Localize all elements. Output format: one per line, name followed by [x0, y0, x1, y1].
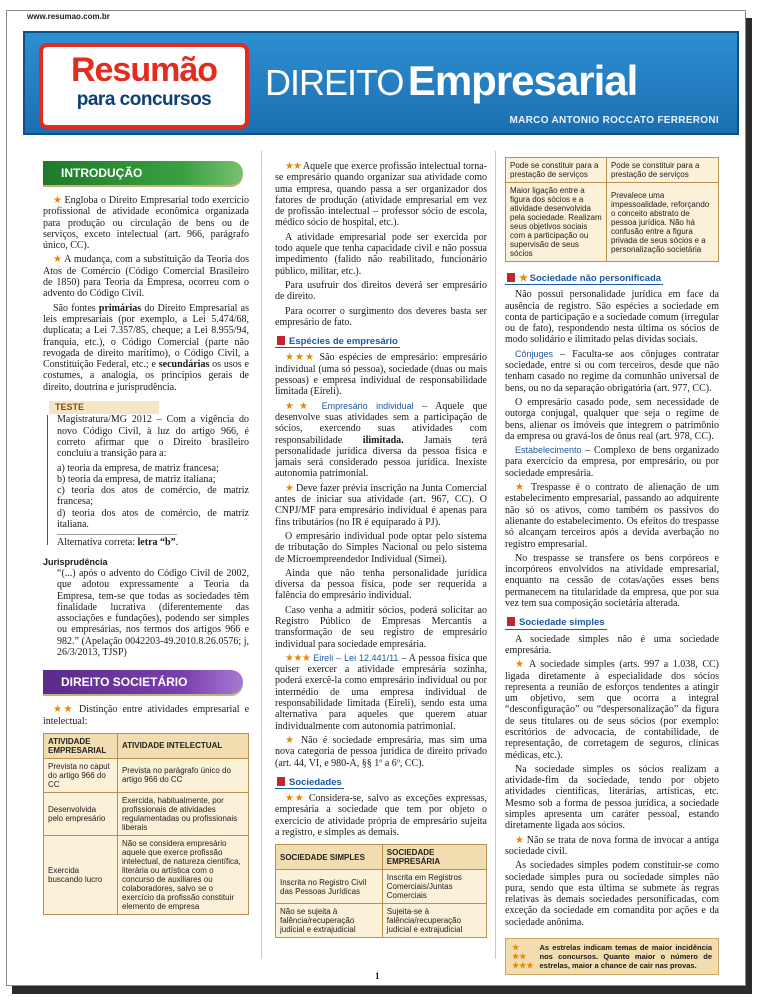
star-icon: ★★★: [285, 652, 311, 664]
paragraph: ★★ Considera-se, salvo as exceções expressas, empresária a sociedade que tem por objeto o exercício de atividade própria de empresário sujeita a registro, e simples as demais.: [275, 793, 488, 839]
table-cell: Não se considera empresário aquele que exerce profissão intelectual, de natureza científica, literária ou artística com o concurso de auxiliares ou colaboradores, salvo se o exercício da profissão constituir elemento de empresa: [117, 835, 248, 914]
teste-option: d) teoria dos atos de comércio, de matriz italiana.: [57, 507, 249, 531]
section-tab-introducao: INTRODUÇÃO: [43, 161, 243, 185]
column-divider: [495, 151, 496, 959]
table-cell: Desenvolvida pelo empresário: [44, 792, 118, 835]
column-3: [505, 157, 719, 975]
paragraph: ★ Engloba o Direito Empresarial todo exercício profissional de atividade econômica organizada para produção ou circulação de bens ou de serviços, exceto intelectual (art. 966, parágrafo único, CC).: [43, 195, 250, 252]
table-cell: Prevalece uma impessoalidade, reforçando o conceito abstrato de pessoa jurídica. Não há confusão entre a figura privada de seus sócios e a personalização societária: [606, 183, 718, 262]
teste-box: [43, 401, 249, 549]
subhead-sociedade-nao-personificada: ★ Sociedade não personificada: [505, 273, 663, 285]
table-cell: Exercida, habitualmente, por profissionais de atividades regulamentadas ou profissionais liberais: [117, 792, 248, 835]
table-header: SOCIEDADE SIMPLES: [276, 845, 383, 870]
bullet-bar: [507, 273, 515, 282]
paragraph: São fontes primárias do Direito Empresarial as leis empresariais (por exemplo, a Lei 5.474/68, duplicata; a Lei 7.357/85, cheque; a Lei 8.955/94, franquia, etc.), o Código Comercial (parte não revogada de direito marítimo), o Código Civil, a Constituição Federal, etc.; e secundárias os usos e costumes, a analogia, os princípios gerais de direito, doutrina e jurisprudência.: [43, 302, 249, 393]
star-icon: ★: [515, 659, 526, 671]
sociedades-table-continued: [505, 157, 719, 262]
table-row: [276, 904, 487, 938]
page-title: [265, 57, 637, 105]
column-1: [43, 161, 249, 921]
teste-label: TESTE: [49, 401, 159, 414]
table-cell: Prevista no caput do artigo 966 do CC: [44, 758, 118, 792]
table-header-row: [44, 733, 249, 758]
paragraph: Para usufruir dos direitos deverá ser empresário de direito.: [275, 279, 487, 303]
paragraph: ★ Não se trata de nova forma de invocar a antiga sociedade civil.: [505, 834, 719, 857]
table-row: [506, 158, 719, 183]
star-icon: ★: [53, 195, 62, 206]
bullet-bar: [507, 617, 515, 626]
legend-text: As estrelas indicam temas de maior incidência nos concursos. Quanto maior o número de estrelas, maior a chance de cair nas provas.: [539, 943, 712, 971]
table-header-row: [276, 845, 487, 870]
brand-logo: [39, 43, 249, 129]
table-header: SOCIEDADE EMPRESÁRIA: [382, 845, 486, 870]
column-2: [275, 161, 487, 944]
teste-answer: Alternativa correta: letra “b”.: [57, 534, 177, 548]
subhead-sociedade-simples: Sociedade simples: [505, 617, 607, 629]
teste-option: b) teoria da empresa, de matriz italiana;: [57, 473, 216, 485]
paragraph: ★★★ São espécies de empresário: empresário individual (uma só pessoa), sociedade (duas ou mais pessoas) e empresa individual de responsabilidade limitada (Eireli).: [275, 352, 487, 398]
star-icon: ★: [285, 734, 296, 746]
star-icon: ★: [515, 834, 524, 846]
jurisprudencia-title: Jurisprudência: [43, 556, 108, 567]
paragraph: A sociedade simples não é uma sociedade empresária.: [505, 633, 719, 656]
star-legend: [505, 938, 719, 975]
teste-option: a) teoria da empresa, de matriz francesa;: [57, 462, 219, 474]
table-cell: Maior ligação entre a figura dos sócios e a atividade desenvolvida pela sociedade. Realizam seus objetivos sociais com a participação ou supervisão de seus sócios: [506, 183, 607, 262]
teste-rule: [47, 415, 48, 545]
table-cell: Pode se constituir para a prestação de serviços: [606, 158, 718, 183]
legend-stars: [512, 943, 534, 970]
column-divider: [261, 151, 262, 959]
page-sheet: [6, 10, 746, 986]
subhead-sociedades: Sociedades: [275, 777, 344, 789]
table-row: [44, 835, 249, 914]
paragraph: Caso venha a admitir sócios, poderá solicitar ao Registro Público de Empresas Mercantis a transformação de seu registro de empresário individual para sociedade empresária.: [275, 604, 487, 650]
paragraph: As sociedades simples podem constituir-se como sociedade simples pura ou sociedade simples não pura, sendo que esta última se submete às regras relativas às demais sociedades personificadas, com exceção da sociedade em comandita por ações e da sociedade anônima.: [505, 860, 719, 928]
star-icon: ★★: [53, 704, 74, 716]
paragraph: Cônjuges – Faculta-se aos cônjuges contratar sociedade, entre si ou com terceiros, desde que não tenham casado no regime da comunhão universal de bens, ou no da separação obrigatória (art. 977, CC).: [505, 348, 719, 394]
paragraph: A atividade empresarial pode ser exercida por todo aquele que tenha capacidade civil e não possua impedimento (falido não reabilitado, funcionário público, militar, etc.).: [275, 231, 487, 277]
paragraph: ★★ Distinção entre atividades empresarial e intelectual:: [43, 704, 250, 727]
page-number: 1: [375, 971, 380, 981]
star-icon: ★: [53, 254, 62, 266]
paragraph: O empresário casado pode, sem necessidade de outorga conjugal, qualquer que seja o regime de bens, alienar os imóveis que integrem o patrimônio da empresa ou gravá-los de ônus real (art. 978, CC).: [505, 396, 719, 442]
paragraph: ★ Trespasse é o contrato de alienação de um estabelecimento empresarial, passando ao adquirente não só os ativos, como também os passivos do alienante do estabelecimento. Os efeitos do trespasse só alcançam terceiros após a devida averbação no registro empresarial.: [505, 482, 719, 550]
section-tab-direito-societario: DIREITO SOCIETÁRIO: [43, 670, 243, 694]
table-cell: Exercida buscando lucro: [44, 835, 118, 914]
table-row: [44, 758, 249, 792]
star-icon: ★: [285, 482, 294, 494]
star-icon: ★★★: [512, 961, 534, 971]
subhead-especies: Espécies de empresário: [275, 336, 400, 348]
jurisprudencia-text: “(...) após o advento do Código Civil de 2002, que adotou expressamente a Teoria da Empresa, tem-se que todas as sociedades têm finalidade lucrativa (diferentemente das associações e fundações), podendo ser simples ou empresárias, nos termos dos artigos 966 e 982.” (Apelação 0042203-49.2010.8.26.0576; j, 26/3/2013, TJSP): [57, 567, 249, 658]
table-row: [276, 870, 487, 904]
logo-line1: Resumão: [70, 51, 218, 89]
table-cell: Não se sujeita à falência/recuperação judicial e extrajudicial: [276, 904, 383, 938]
teste-options: [57, 463, 249, 531]
paragraph: Não possui personalidade jurídica em face da ausência de registro. São espécies a sociedade em conta de participação e a sociedade comum (irregular ou de fato), respondendo nesta última os sócios de modo solidário e ilimitado pelas dívidas sociais.: [505, 289, 719, 346]
star-icon: ★★: [512, 952, 527, 962]
atividades-table: [43, 733, 249, 915]
star-icon: ★: [512, 943, 520, 953]
table-row: [506, 183, 719, 262]
paragraph: Para ocorrer o surgimento dos deveres basta ser empresário de fato.: [275, 305, 487, 328]
paragraph: ★★ Aquele que exerce profissão intelectual torna-se empresário quando organizar sua atividade como uma empresa, quando passa a ser organizador dos fatores de produção (atividade empresarial em vez de profissão intelectual – professor sócio de escola, médico sócio de hospital, etc.).: [275, 161, 487, 229]
paragraph: O empresário individual pode optar pelo sistema de tributação do Simples Nacional ou pelo sistema de Microempreendedor Individual (Simei).: [275, 530, 487, 565]
star-icon: ★: [519, 273, 527, 284]
star-icon: ★: [515, 482, 526, 494]
paragraph: Na sociedade simples os sócios realizam a atividade-fim da sociedade, tendo por objeto atividades científicas, literárias, artísticas, etc. Mesmo sob a forma de pessoa jurídica, a sociedade simples apresenta um caráter pessoal, estando diretamente ligada aos sócios.: [505, 763, 719, 832]
paragraph: No trespasse se transfere os bens corpóreos e incorpóreos envolvidos na atividade empresarial, enquanto na cessão de cotas/ações esses bens permanecem na titularidade da empresa, que por sua vez tem sua composição societária alterada.: [505, 552, 719, 610]
sociedades-table: [275, 844, 487, 938]
table-cell: Sujeita-se à falência/recuperação judicial e extrajudicial: [382, 904, 486, 938]
teste-option: c) teoria dos atos de comércio, de matriz francesa;: [57, 485, 249, 508]
paragraph: ★ Não é sociedade empresária, mas sim uma nova categoria de pessoa jurídica de direito privado (art. 44, VI, e 980-A, §§ 1º a 6º, CC).: [275, 734, 487, 769]
star-icon: ★★: [285, 793, 305, 805]
teste-question: Magistratura/MG 2012 – Com a vigência do novo Código Civil, à luz do artigo 966, é correto afirmar que o Direito brasileiro concluiu a transição para a:: [57, 414, 249, 460]
header-banner: [23, 31, 739, 135]
title-part1: DIREITO: [265, 62, 404, 103]
logo-line2: para concursos: [76, 89, 212, 110]
table-header: ATIVIDADE INTELECTUAL: [117, 733, 248, 758]
star-icon: ★★: [285, 161, 301, 172]
paragraph: ★★ Empresário individual – Aquele que desenvolve suas atividades sem a participação de sócios, exercendo suas atividades com responsabilidade ilimitada. Jamais terá personalidade jurídica diversa da pessoa física e jamais será considerado pessoa jurídica. Inexiste autonomia patrimonial.: [275, 400, 488, 480]
table-row: [44, 792, 249, 835]
author-name: MARCO ANTONIO ROCCATO FERRERONI: [509, 115, 719, 126]
bullet-bar: [277, 336, 285, 345]
table-cell: Prevista no parágrafo único do artigo 966 do CC: [117, 758, 248, 792]
site-url[interactable]: www.resumao.com.br: [27, 12, 110, 21]
paragraph: ★ A mudança, com a substituição da Teoria dos Atos de Comércio (Código Comercial Brasileiro de 1850) para Teoria da Empresa, ocorreu com o advento do Código Civil.: [43, 254, 249, 300]
paragraph: ★★★ Eireli – Lei 12.441/11 – A pessoa física que quiser exercer a atividade empresária sozinha, poderá exercê-la como empresário individual ou por intermédio de uma empresa individual de responsabilidade limitada (Eireli), sendo esta uma alternativa para aqueles que querem atuar individualmente com autonomia patrimonial.: [275, 652, 488, 732]
bullet-bar: [277, 777, 285, 786]
star-icon: ★★: [285, 400, 314, 412]
table-cell: Inscrita em Registros Comerciais/Juntas Comerciais: [382, 870, 486, 904]
table-cell: Inscrita no Registro Civil das Pessoas Jurídicas: [276, 870, 383, 904]
paragraph: ★ Deve fazer prévia inscrição na Junta Comercial antes de iniciar sua atividade (art. 967, CC). O CNPJ/MF para empresário individual é apenas para fins tributários (no IR é equiparado à PJ).: [275, 482, 488, 528]
paragraph: Ainda que não tenha personalidade jurídica diversa da pessoa física, pode ser requerida a falência do empresário individual.: [275, 567, 487, 602]
table-cell: Pode se constituir para a prestação de serviços: [506, 158, 607, 183]
star-icon: ★★★: [285, 352, 315, 364]
paragraph: Estabelecimento – Complexo de bens organizado para exercício da empresa, por empresário, ou por sociedade empresária.: [505, 445, 719, 479]
paragraph: ★ A sociedade simples (arts. 997 a 1.038, CC) ligada diretamente à especialidade dos sócios representa a reunião de esforços tendentes a atingir um objetivo, sem que ocorra a integral “desconfiguração” ou “despersonalização” da figura de seus titulares ou de seus sócios (por exemplo: escritórios de advocacia, de contabilidade, de representação, de corretagem de seguros, clínicas médicas, etc.).: [505, 659, 719, 761]
title-part2: Empresarial: [407, 57, 638, 104]
table-header: ATIVIDADE EMPRESARIAL: [44, 733, 118, 758]
